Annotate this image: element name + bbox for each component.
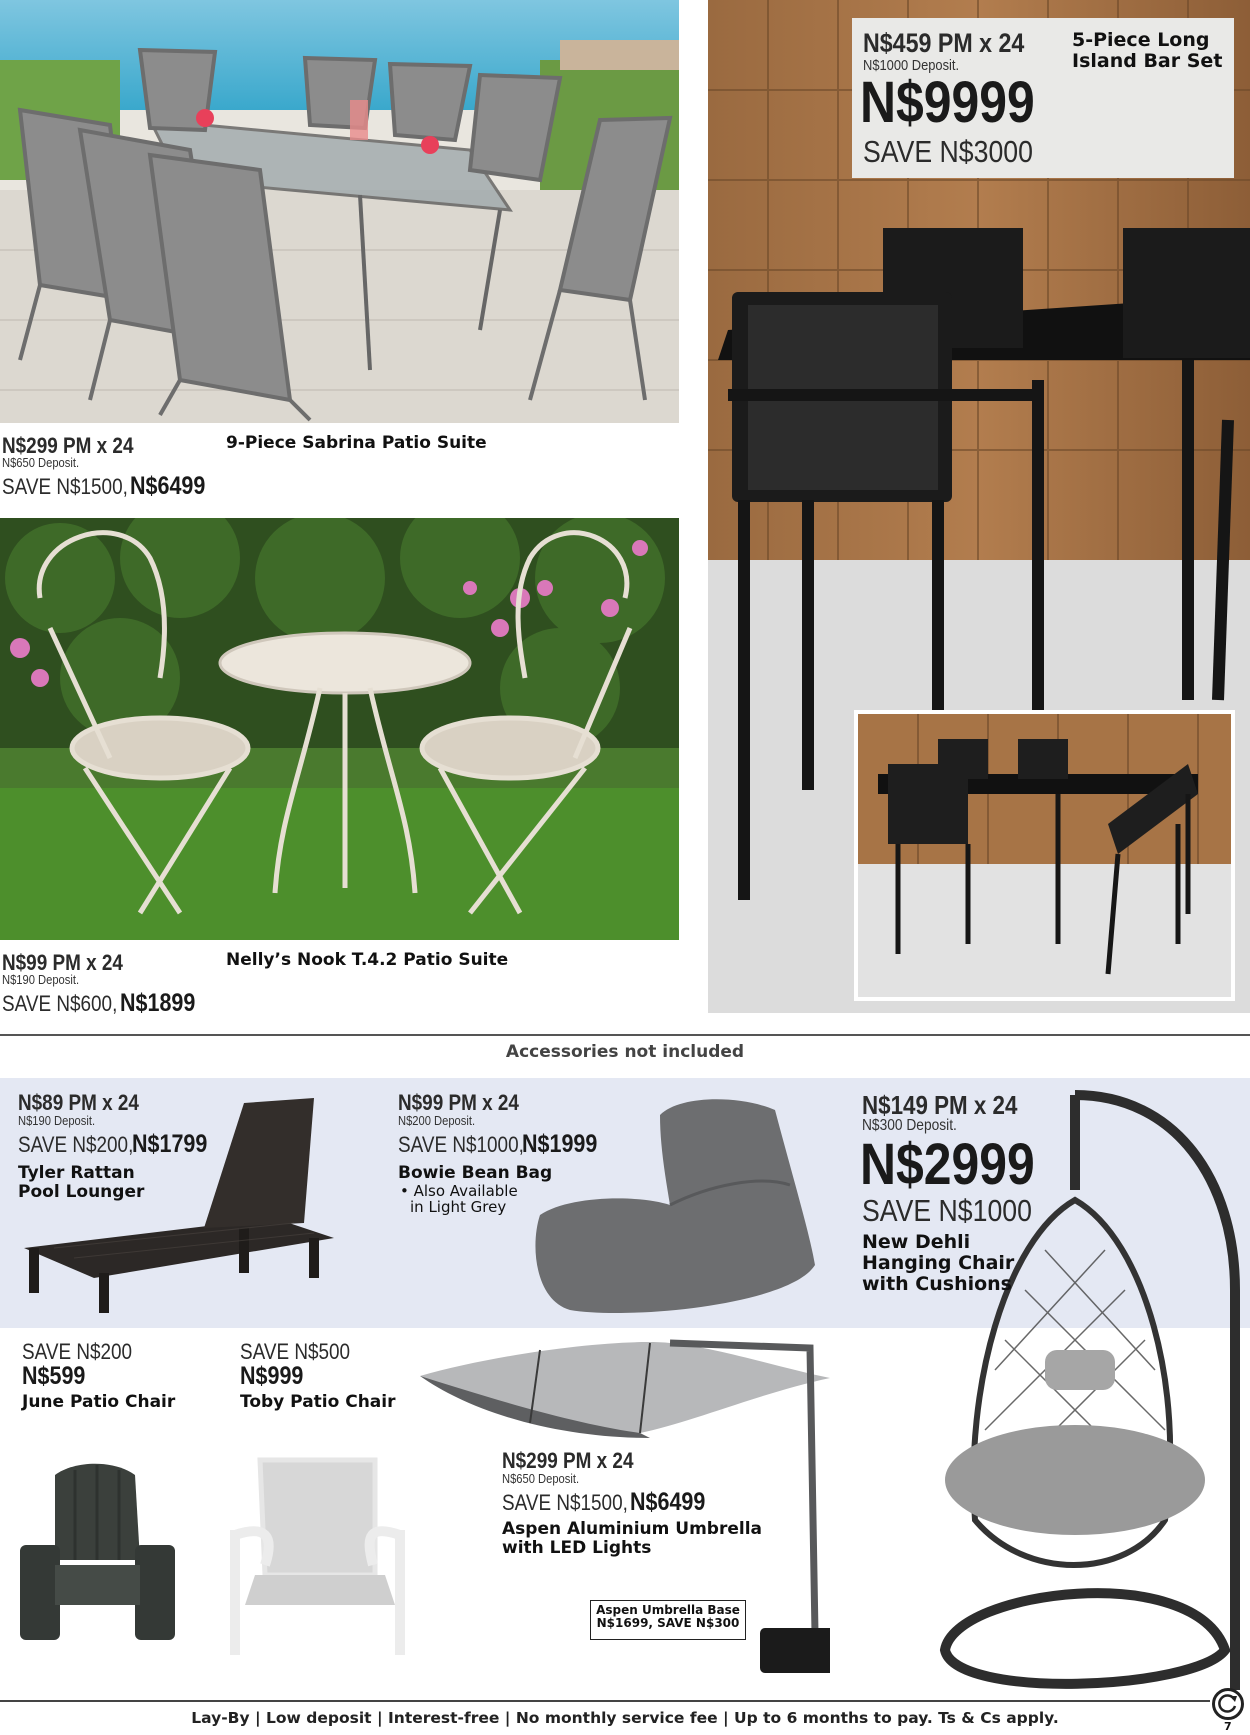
toby-chair-price: N$999 [240, 1362, 304, 1390]
nelly-photo [0, 518, 679, 940]
june-chair-name: June Patio Chair [22, 1392, 176, 1412]
sabrina-photo [0, 0, 679, 423]
section-divider [0, 1034, 1250, 1036]
bean-bag-note-2: in Light Grey [410, 1198, 507, 1216]
hanging-chair-name-1: New Dehli [862, 1231, 971, 1253]
bean-bag-name: Bowie Bean Bag [398, 1163, 553, 1183]
bar-set-save: SAVE N$3000 [863, 134, 1033, 169]
toby-chair-name: Toby Patio Chair [240, 1392, 396, 1412]
hanging-chair-name-2: Hanging Chair [862, 1252, 1015, 1274]
nelly-name: Nelly’s Nook T.4.2 Patio Suite [226, 950, 509, 970]
sabrina-name: 9-Piece Sabrina Patio Suite [226, 433, 487, 453]
hanging-chair-monthly: N$149 PM x 24 [862, 1090, 1018, 1120]
sabrina-monthly: N$299 PM x 24 [2, 433, 134, 458]
bar-set-price: N$9999 [860, 70, 1035, 135]
umbrella-monthly: N$299 PM x 24 [502, 1448, 634, 1473]
june-chair-photo [15, 1460, 180, 1645]
lounger-deposit: N$190 Deposit. [18, 1113, 96, 1128]
umbrella-base-line-1: Aspen Umbrella Base [596, 1603, 740, 1617]
june-chair-price: N$599 [22, 1362, 86, 1390]
bar-set-inset-photo [854, 710, 1235, 1001]
nelly-monthly: N$99 PM x 24 [2, 950, 123, 975]
bar-set-name-1: 5-Piece Long [1072, 29, 1210, 51]
bar-set-monthly: N$459 PM x 24 [863, 28, 1025, 58]
june-chair-save: SAVE N$200 [22, 1339, 133, 1364]
footer-terms: Lay-By | Low deposit | Interest-free | No monthly service fee | Up to 6 months to pay. Ts & Cs apply. [191, 1709, 1059, 1727]
nelly-save: SAVE N$600, [2, 991, 118, 1016]
umbrella-base-line-2: N$1699, SAVE N$300 [596, 1616, 740, 1631]
umbrella-price: N$6499 [630, 1488, 706, 1516]
toby-chair-photo [225, 1455, 415, 1660]
page-number: 7 [1224, 1720, 1232, 1733]
hanging-chair-price: N$2999 [860, 1132, 1035, 1197]
bean-bag-save: SAVE N$1000, [398, 1132, 524, 1157]
umbrella-deposit: N$650 Deposit. [502, 1471, 580, 1486]
umbrella-name-1: Aspen Aluminium Umbrella [502, 1519, 763, 1539]
toby-chair-save: SAVE N$500 [240, 1339, 351, 1364]
refresh-badge-icon [1212, 1688, 1244, 1720]
nelly-deposit: N$190 Deposit. [2, 972, 80, 987]
umbrella-save: SAVE N$1500, [502, 1490, 628, 1515]
bean-bag-monthly: N$99 PM x 24 [398, 1090, 519, 1115]
accessories-notice: Accessories not included [505, 1042, 745, 1062]
nelly-price: N$1899 [120, 989, 196, 1017]
lounger-name-2: Pool Lounger [18, 1182, 145, 1202]
lounger-name-1: Tyler Rattan [18, 1163, 135, 1183]
footer-divider [0, 1700, 1210, 1702]
umbrella-name-2: with LED Lights [502, 1538, 652, 1558]
bean-bag-photo [530, 1095, 820, 1320]
hanging-chair-deposit: N$300 Deposit. [862, 1117, 957, 1134]
sabrina-save: SAVE N$1500, [2, 474, 128, 499]
lounger-save: SAVE N$200, [18, 1132, 134, 1157]
bar-set-name-2: Island Bar Set [1072, 50, 1223, 72]
bean-bag-deposit: N$200 Deposit. [398, 1113, 476, 1128]
sabrina-deposit: N$650 Deposit. [2, 455, 80, 470]
bar-set-deposit: N$1000 Deposit. [863, 57, 960, 74]
hanging-chair-name-3: with Cushions [862, 1273, 1012, 1295]
umbrella-base-box [590, 1600, 746, 1640]
sabrina-price: N$6499 [130, 472, 206, 500]
lounger-price: N$1799 [132, 1130, 208, 1158]
bean-bag-price: N$1999 [522, 1130, 598, 1158]
hanging-chair-save: SAVE N$1000 [862, 1193, 1032, 1228]
lounger-monthly: N$89 PM x 24 [18, 1090, 139, 1115]
bean-bag-note-1: • Also Available [400, 1182, 518, 1200]
